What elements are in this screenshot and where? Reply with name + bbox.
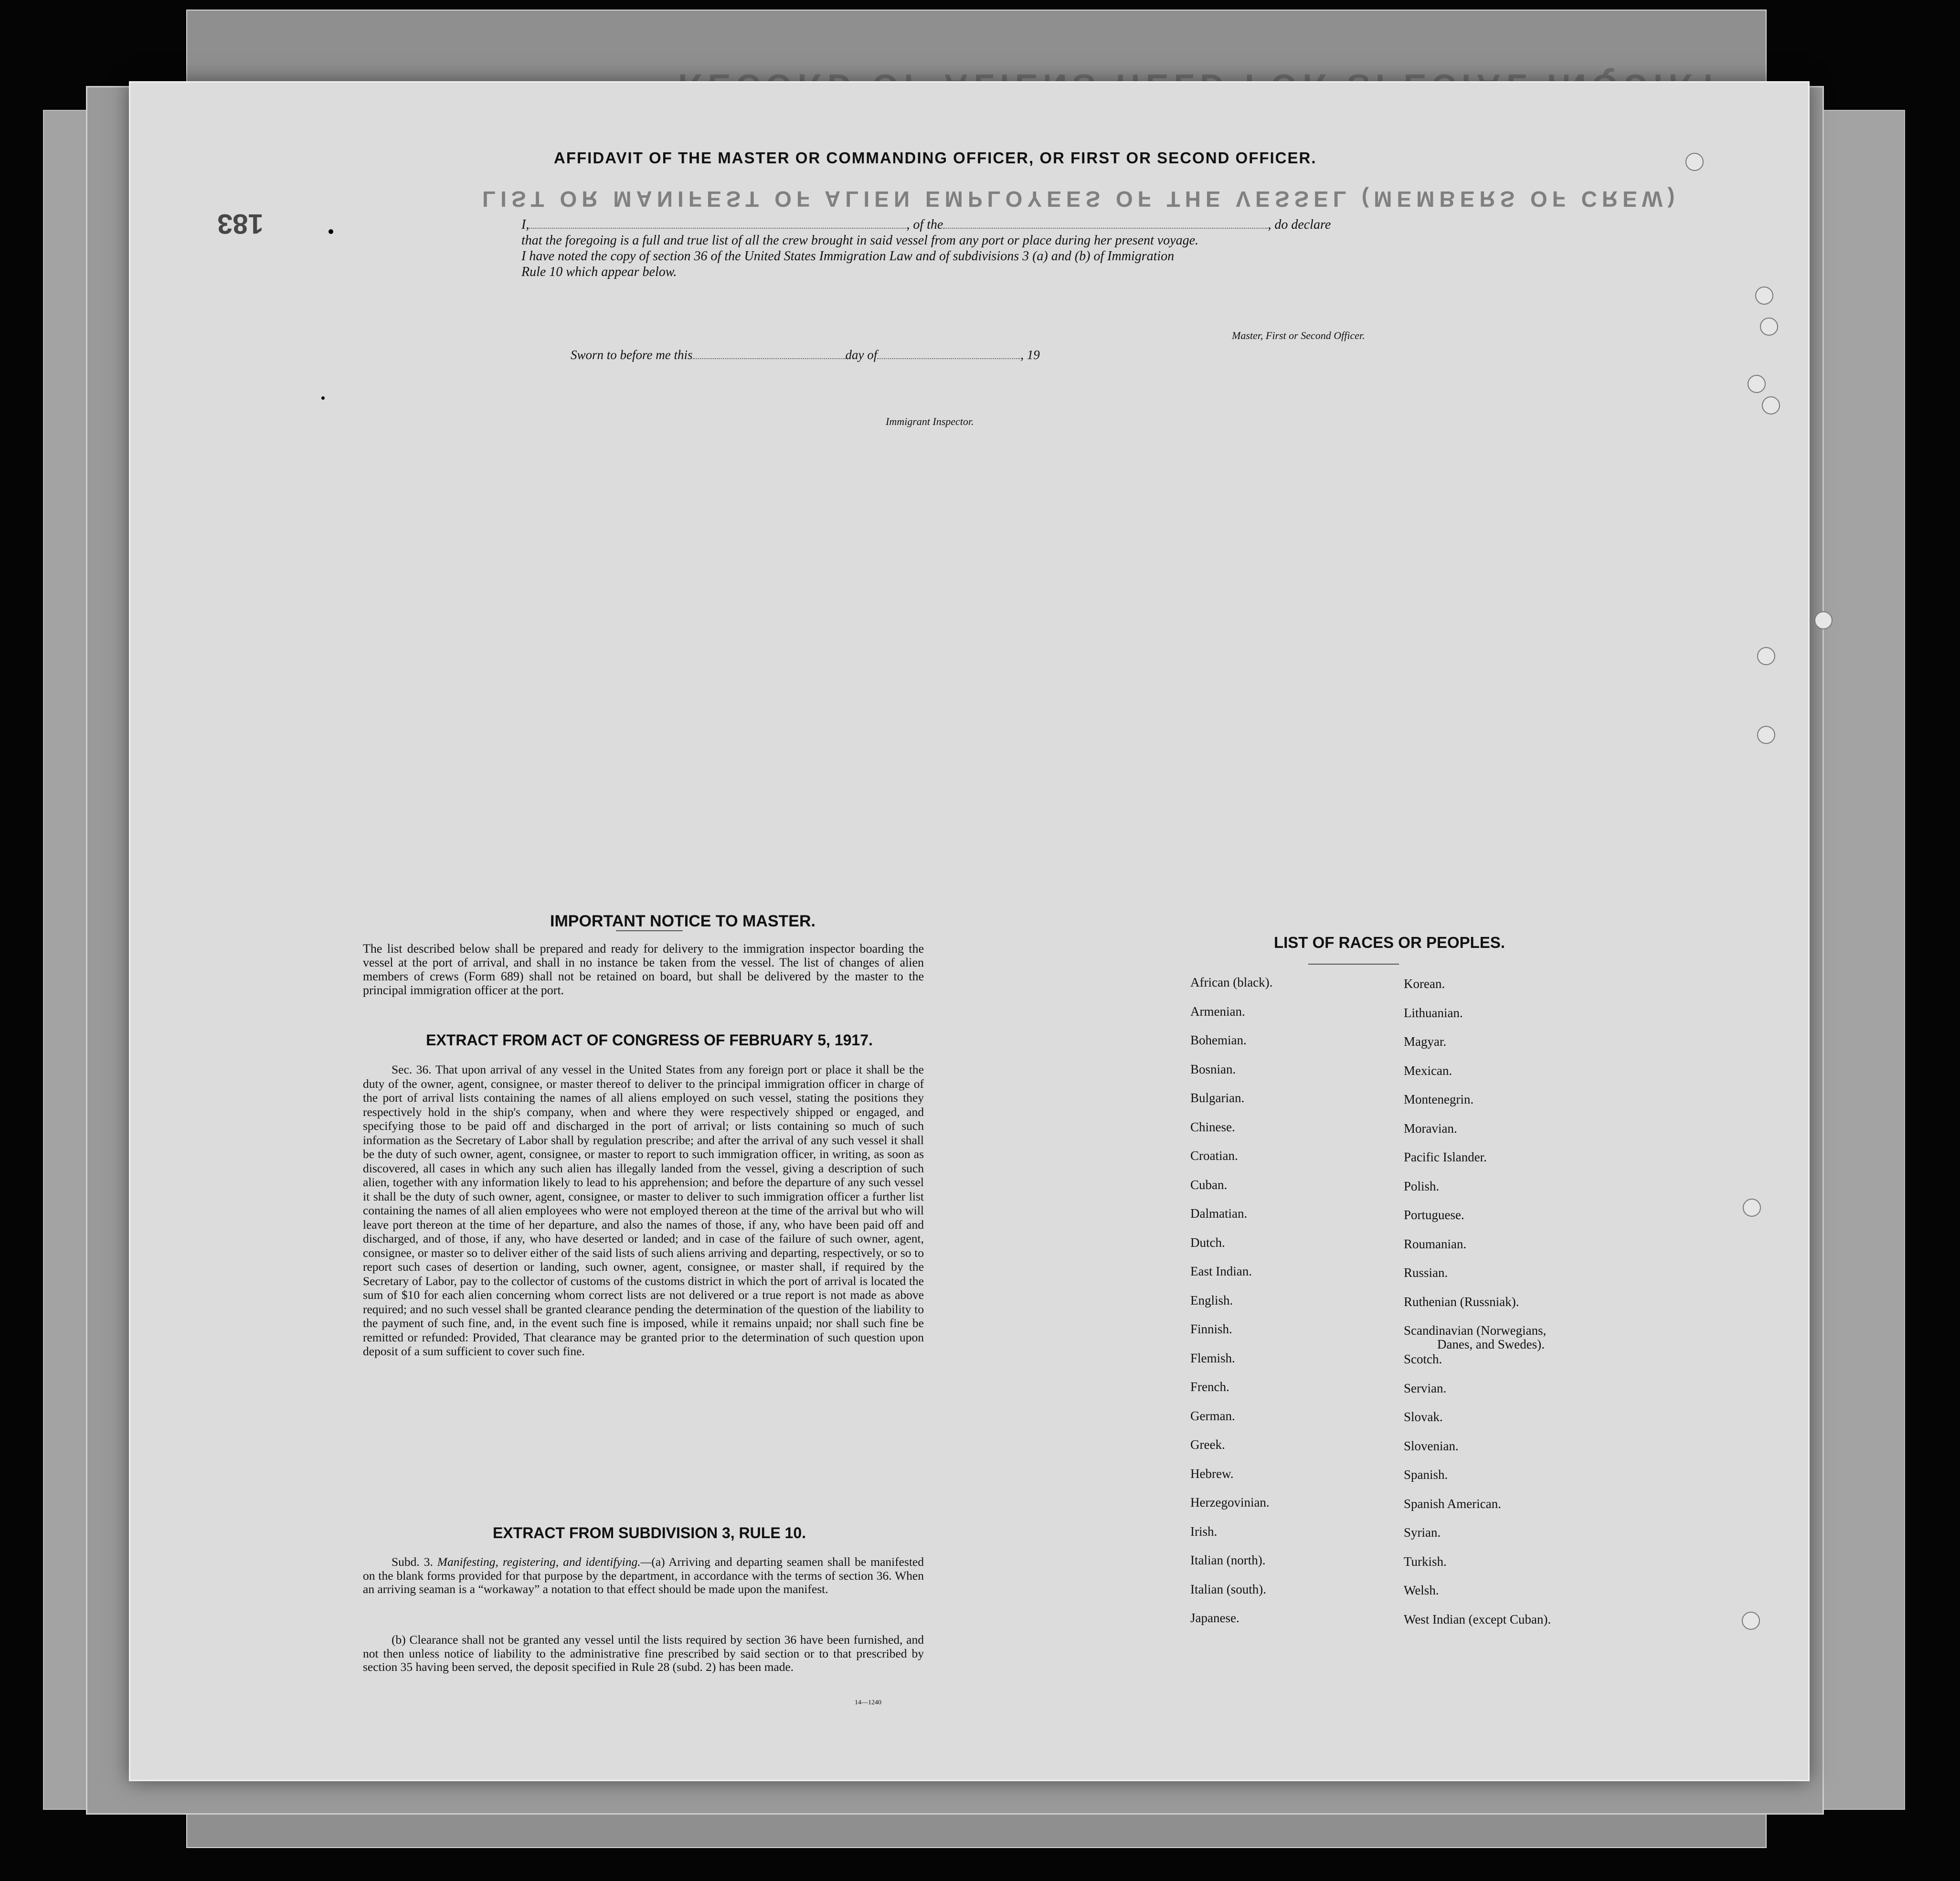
race-item: Scandinavian (Norwegians,: [1404, 1323, 1547, 1338]
subd-label: Subd. 3.: [392, 1555, 433, 1569]
race-item: Scotch.: [1404, 1352, 1442, 1366]
sworn-day: day of: [845, 348, 878, 362]
name-blank: [529, 228, 906, 229]
affidavit-line-1: [521, 217, 1331, 233]
race-item: Magyar.: [1404, 1034, 1447, 1049]
race-item: Flemish.: [1190, 1350, 1235, 1365]
affidavit-line-3: I have noted the copy of section 36 of the United States Immigration Law and of subdivisions 3 (a) and (b) of Immigration: [521, 249, 1175, 264]
race-item: Chinese.: [1190, 1119, 1235, 1134]
race-item: English.: [1190, 1293, 1233, 1307]
race-item: Armenian.: [1190, 1004, 1245, 1019]
race-item: Welsh.: [1404, 1583, 1439, 1597]
race-item: Greek.: [1190, 1437, 1225, 1452]
race-item: Italian (north).: [1190, 1553, 1266, 1567]
race-item: Danes, and Swedes).: [1437, 1337, 1545, 1351]
race-item: Bosnian.: [1190, 1062, 1236, 1076]
race-item: Portuguese.: [1404, 1208, 1464, 1222]
race-item: Lithuanian.: [1404, 1005, 1463, 1020]
month-blank: [877, 358, 1020, 359]
race-item: Moravian.: [1404, 1121, 1457, 1136]
race-item: Syrian.: [1404, 1525, 1441, 1540]
rule-title: EXTRACT FROM SUBDIVISION 3, RULE 10.: [492, 1524, 806, 1541]
race-item: Montenegrin.: [1404, 1092, 1474, 1106]
race-item: Roumanian.: [1404, 1236, 1467, 1251]
race-item: Japanese.: [1190, 1611, 1240, 1625]
notice-title: IMPORTANT NOTICE TO MASTER.: [550, 912, 816, 930]
race-item: German.: [1190, 1408, 1235, 1423]
race-item: West Indian (except Cuban).: [1404, 1612, 1551, 1626]
race-item: Croatian.: [1190, 1148, 1238, 1163]
race-item: Turkish.: [1404, 1554, 1447, 1569]
master-signature-label: Master, First or Second Officer.: [1232, 329, 1365, 341]
race-item: French.: [1190, 1380, 1229, 1394]
race-item: Slovak.: [1404, 1410, 1443, 1424]
punch-hole: [1814, 611, 1833, 629]
race-item: Bulgarian.: [1190, 1091, 1245, 1105]
affidavit-line-2: that the foregoing is a full and true list of all the crew brought in said vessel from any port or place during her present voyage.: [521, 233, 1199, 248]
race-item: Cuban.: [1190, 1177, 1228, 1192]
race-item: Pacific Islander.: [1404, 1150, 1487, 1164]
punch-hole: [1757, 726, 1775, 744]
race-item: Hebrew.: [1190, 1466, 1234, 1481]
punch-hole: [1762, 396, 1780, 414]
race-item: Herzegovinian.: [1190, 1495, 1270, 1509]
race-item: Slovenian.: [1404, 1438, 1459, 1453]
punch-hole: [1748, 375, 1766, 393]
race-item: Spanish.: [1404, 1467, 1448, 1482]
punch-hole: [1757, 647, 1775, 665]
race-item: Dalmatian.: [1190, 1206, 1248, 1221]
subdivision-3a-text: [363, 1555, 924, 1596]
sworn-year: , 19: [1020, 348, 1040, 362]
races-title: LIST OF RACES OR PEOPLES.: [1273, 934, 1505, 951]
form-number: 14—1240: [855, 1699, 881, 1706]
affidavit-line-1-end: , do declare: [1268, 217, 1331, 232]
ink-speck: [328, 229, 333, 234]
ink-speck: [321, 396, 325, 400]
race-item: African (black).: [1190, 975, 1273, 989]
divider: [616, 930, 683, 931]
page-number: 183: [217, 208, 264, 239]
punch-hole: [1742, 1612, 1760, 1630]
race-item: Finnish.: [1190, 1322, 1232, 1336]
race-item: Mexican.: [1404, 1063, 1452, 1078]
inspector-label: Immigrant Inspector.: [886, 415, 974, 427]
race-item: Ruthenian (Russniak).: [1404, 1294, 1519, 1309]
race-item: Bohemian.: [1190, 1033, 1247, 1047]
day-blank: [693, 358, 846, 359]
race-item: Servian.: [1404, 1381, 1447, 1395]
ghost-subtitle: LIST OR MANIFEST OF ALIEN EMPLOYEES OF THE VESSEL (MEMBERS OF CREW): [482, 187, 1680, 212]
notice-body: The list described below shall be prepared and ready for delivery to the immigration inspector boarding the vessel at the port of arrival, and shall in no instance be taken from the vessel. The list of changes of alien members of crews (Form 689) shall not be retained on board, but shall be delivered by the master to the principal immigration officer at the port.: [363, 942, 924, 997]
affidavit-line-1-start: I,: [521, 217, 530, 232]
punch-hole: [1755, 287, 1773, 305]
section-body: That upon arrival of any vessel in the United States from any foreign port or place it shall be the duty of the owner, agent, consignee, or master thereof to deliver to the principal immigration officer in charge of the port of arrival lists containing the names of all aliens employed on such vessel, stating the positions they respectively hold in the ship's company, when and where they were respectively shipped or engaged, and specifying those to be paid off and discharged in the port of arrival; or lists containing so much of such information as the Secretary of Labor shall by regulation prescribe; and after the arrival of any such vessel it shall be the duty of such owner, agent, consignee, or master to report to such immigration officer, in writing, as soon as discovered, all cases in which any such alien has illegally landed from the vessel, giving a description of such alien, together with any information likely to lead to his apprehension; and before the departure of any such vessel it shall be the duty of such owner, agent, consignee, or master to deliver to such immigration officer a further list containing the names of all alien employees who were not employed thereon at the time of the arrival but who will leave port thereon at the time of her departure, and also the names of those, if any, who have been paid off and discharged, and of those, if any, who have deserted or landed; and in case of the failure of such owner, agent, consignee, or master so to deliver either of the said lists of such aliens arriving and departing, respectively, or so to report such cases of desertion or landing, such owner, agent, consignee, or master shall, if required by the Secretary of Labor, pay to the collector of customs of the customs district in which the port of arrival is located the sum of $10 for each alien concerning whom correct lists are not delivered or a true report is not made as above required; and no such vessel shall be granted clearance pending the determination of the question of the liability to the payment of such fine, and, in the event such fine is imposed, while it remains unpaid; nor shall such fine be remitted or refunded: Provided, That clearance may be granted prior to the determination of such question upon deposit of a sum sufficient to cover such fine.: [363, 1063, 924, 1358]
affidavit-title: AFFIDAVIT OF THE MASTER OR COMMANDING OFFICER, OR FIRST OR SECOND OFFICER.: [554, 149, 1317, 167]
race-item: Irish.: [1190, 1524, 1218, 1539]
sworn-line: [571, 348, 1040, 362]
race-item: Italian (south).: [1190, 1582, 1266, 1596]
punch-hole: [1760, 318, 1778, 336]
race-item: Polish.: [1404, 1179, 1440, 1193]
subd-heading: Manifesting, registering, and identifying.—: [437, 1555, 652, 1569]
divider: [1308, 964, 1399, 965]
race-item: East Indian.: [1190, 1264, 1252, 1278]
race-item: Russian.: [1404, 1265, 1448, 1280]
race-item: Dutch.: [1190, 1235, 1225, 1250]
races-column-1: [1190, 975, 1272, 1640]
affidavit-line-1-mid: , of the: [906, 217, 943, 232]
act-title: EXTRACT FROM ACT OF CONGRESS OF FEBRUARY 5, 1917.: [426, 1031, 873, 1049]
subdivision-3b-text: (b) Clearance shall not be granted any vessel until the lists required by section 36 have been furnished, and not then unless notice of liability to the administrative fine prescribed by said section or to that prescribed by section 35 having been served, the deposit specified in Rule 28 (subd. 2) has been made.: [363, 1633, 924, 1674]
races-column-2: [1404, 977, 1551, 1641]
sworn-prefix: Sworn to before me this: [571, 348, 693, 362]
vessel-blank: [943, 228, 1268, 229]
section-36-text: [363, 1063, 924, 1359]
subd-part-a: (a) Arriving and departing seamen shall be manifested on the blank forms provided for that purpose by the department, in accordance with the terms of section 36. When an arriving seaman is a “workaway” a notation to that effect should be made upon the manifest.: [363, 1555, 924, 1596]
affidavit-line-4: Rule 10 which appear below.: [521, 265, 677, 279]
punch-hole: [1685, 153, 1704, 171]
punch-hole: [1743, 1199, 1761, 1217]
race-item: Korean.: [1404, 977, 1445, 991]
section-label: Sec. 36.: [392, 1063, 432, 1076]
race-item: Spanish American.: [1404, 1496, 1501, 1511]
